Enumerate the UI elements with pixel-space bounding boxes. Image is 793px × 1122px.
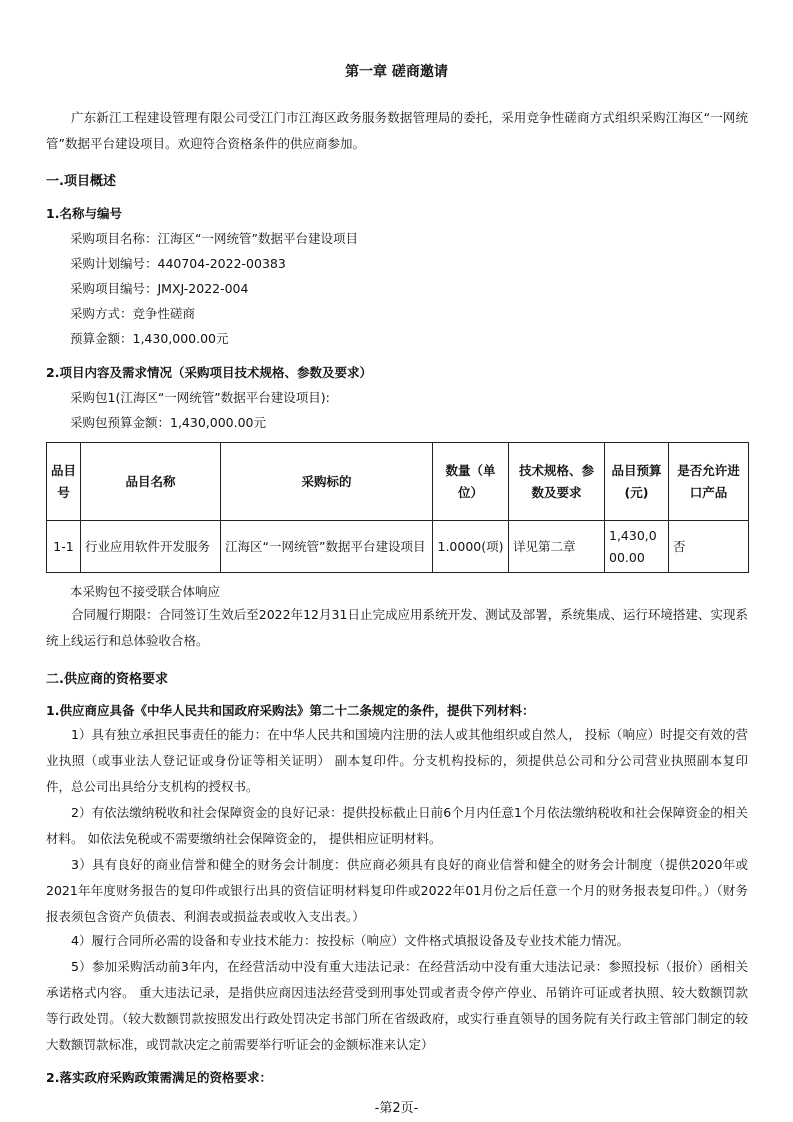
header-budget: 品目预算(元) [605, 443, 669, 521]
requirement-item-2: 2）有依法缴纳税收和社会保障资金的良好记录：提供投标截止日前6个月内任意1个月依法缴纳税收和社会保障资金的相关材料。 如依法免税或不需要缴纳社会保障资金的， 提供相应证明材料。 [46, 805, 748, 846]
header-subject: 采购标的 [221, 443, 433, 521]
section1-sub1-title: 1.名称与编号 [46, 206, 122, 221]
procurement-method-line: 采购方式：竞争性磋商 [70, 306, 196, 321]
cell-spec: 详见第二章 [509, 521, 605, 573]
cell-subject: 江海区“一网统管”数据平台建设项目 [221, 521, 433, 573]
budget-line: 预算金额：1,430,000.00元 [70, 331, 229, 346]
header-spec: 技术规格、参数及要求 [509, 443, 605, 521]
section2-sub1-title: 1.供应商应具备《中华人民共和国政府采购法》第二十二条规定的条件，提供下列材料： [46, 703, 535, 718]
cell-item-number: 1-1 [47, 521, 81, 573]
cell-item-name: 行业应用软件开发服务 [81, 521, 221, 573]
no-joint-note: 本采购包不接受联合体响应 [70, 584, 221, 599]
contract-period-paragraph: 合同履行期限：合同签订生效后至2022年12月31日止完成应用系统开发、测试及部署，系统集成、运行环境搭建、实现系统上线运行和总体验收合格。 [46, 607, 748, 648]
chapter-title: 第一章 磋商邀请 [345, 64, 448, 80]
package-budget-line: 采购包预算金额：1,430,000.00元 [70, 415, 266, 430]
header-item-number: 品目号 [47, 443, 81, 521]
table-row [47, 521, 749, 573]
cell-import: 否 [669, 521, 749, 573]
plan-number-line: 采购计划编号：440704-2022-00383 [70, 256, 286, 271]
project-number-line: 采购项目编号：JMXJ-2022-004 [70, 281, 249, 296]
table-header-row [47, 443, 749, 521]
header-quantity: 数量（单位） [433, 443, 509, 521]
requirement-item-4: 4）履行合同所必需的设备和专业技术能力：按投标（响应）文件格式填报设备及专业技术能力情况。 [71, 933, 629, 948]
cell-quantity: 1.0000(项) [433, 521, 509, 573]
cell-budget: 1,430,000.00 [605, 521, 669, 573]
header-item-name: 品目名称 [81, 443, 221, 521]
page-number-footer: -第2页- [374, 1101, 419, 1116]
intro-paragraph: 广东新江工程建设管理有限公司受江门市江海区政务服务数据管理局的委托，采用竞争性磋商方式组织采购江海区“一网统管”数据平台建设项目。欢迎符合资格条件的供应商参加。 [46, 110, 748, 151]
requirement-item-1: 1）具有独立承担民事责任的能力：在中华人民共和国境内注册的法人或其他组织或自然人， 投标（响应）时提交有效的营业执照（或事业法人登记证或身份证等相关证明） 副本复印件。分支机构投标的，须提供总公司和分公司营业执照副本复印件，总公司出具给分支机构的授权书。 [46, 727, 748, 794]
section1-title: 一.项目概述 [46, 174, 116, 189]
project-name-line: 采购项目名称：江海区“一网统管”数据平台建设项目 [70, 231, 358, 246]
section1-sub2-title: 2.项目内容及需求情况（采购项目技术规格、参数及要求） [46, 365, 372, 380]
procurement-table [46, 442, 749, 573]
package-line: 采购包1(江海区“一网统管”数据平台建设项目): [70, 390, 330, 405]
section2-sub2-title: 2.落实政府采购政策需满足的资格要求： [46, 1070, 272, 1085]
section2-title: 二.供应商的资格要求 [46, 672, 168, 687]
requirement-item-3: 3）具有良好的商业信誉和健全的财务会计制度：供应商必须具有良好的商业信誉和健全的财务会计制度（提供2020年或2021年年度财务报告的复印件或银行出具的资信证明材料复印件或2022年01月份之后任意一个月的财务报表复印件。）（财务报表须包含资产负债表、利润表或损益表或收入支出表。） [46, 857, 748, 924]
requirement-item-5: 5）参加采购活动前3年内，在经营活动中没有重大违法记录：在经营活动中没有重大违法记录：参照投标（报价）函相关承诺格式内容。 重大违法记录，是指供应商因违法经营受到刑事处罚或者责令停产停业、吊销许可证或者执照、较大数额罚款等行政处罚。（较大数额罚款按照发出行政处罚决定书部门所在省级政府，或实行垂直领导的国务院有关行政主管部门制定的较大数额罚款标准，或罚款决定之前需要举行听证会的金额标准来认定） [46, 959, 748, 1052]
header-import: 是否允许进口产品 [669, 443, 749, 521]
